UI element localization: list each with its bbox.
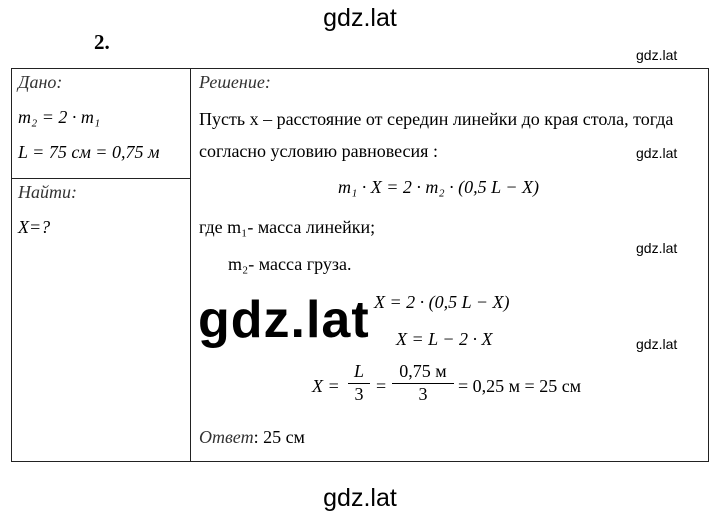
fraction-denominator: 3 <box>392 383 454 405</box>
solution-text-line-1: Пусть x – расстояние от середин линейки до края стола, тогда <box>199 109 674 129</box>
fraction-value-over-3 <box>392 361 454 405</box>
row-divider <box>12 178 190 179</box>
fraction-l-over-3 <box>348 361 370 405</box>
column-divider <box>190 69 191 461</box>
solution-header: Решение: <box>199 72 271 92</box>
solution-text-line-2: согласно условию равновесия : <box>199 141 438 161</box>
watermark-large: gdz.lat <box>198 291 370 349</box>
equilibrium-equation: m₁ · X = 2 · m₂ · (0,5 L − X) <box>338 177 539 197</box>
find-header: Найти: <box>18 182 77 202</box>
equation-step-2: X = L − 2 · X <box>396 329 493 349</box>
answer-value: : 25 см <box>253 427 305 447</box>
watermark-small: gdz.lat <box>636 336 678 352</box>
answer-line <box>199 427 305 448</box>
equals-sign: = <box>376 376 387 396</box>
watermark-small: gdz.lat <box>636 240 678 256</box>
fraction-numerator: 0,75 м <box>399 361 447 381</box>
find-unknown: X=? <box>18 217 51 237</box>
fraction-denominator: 3 <box>348 383 370 405</box>
watermark-top: gdz.lat <box>323 4 397 32</box>
answer-label: Ответ <box>199 427 254 447</box>
given-length: L = 75 см = 0,75 м <box>18 142 160 162</box>
watermark-bottom: gdz.lat <box>323 484 397 512</box>
final-lhs: X = <box>312 376 340 396</box>
watermark-small: gdz.lat <box>636 47 678 63</box>
solution-table <box>11 68 709 462</box>
fraction-numerator: L <box>353 361 364 381</box>
watermark-small: gdz.lat <box>636 145 678 161</box>
where-ruler-mass: где m₁- масса линейки; <box>199 217 376 237</box>
given-header: Дано: <box>18 72 63 92</box>
task-number: 2. <box>94 30 110 54</box>
equation-step-1: X = 2 · (0,5 L − X) <box>374 292 510 312</box>
where-load-mass: m₂- масса груза. <box>228 254 352 274</box>
given-mass-relation: m₂ = 2 · m₁ <box>18 107 101 127</box>
final-rhs: = 0,25 м = 25 см <box>458 376 582 396</box>
